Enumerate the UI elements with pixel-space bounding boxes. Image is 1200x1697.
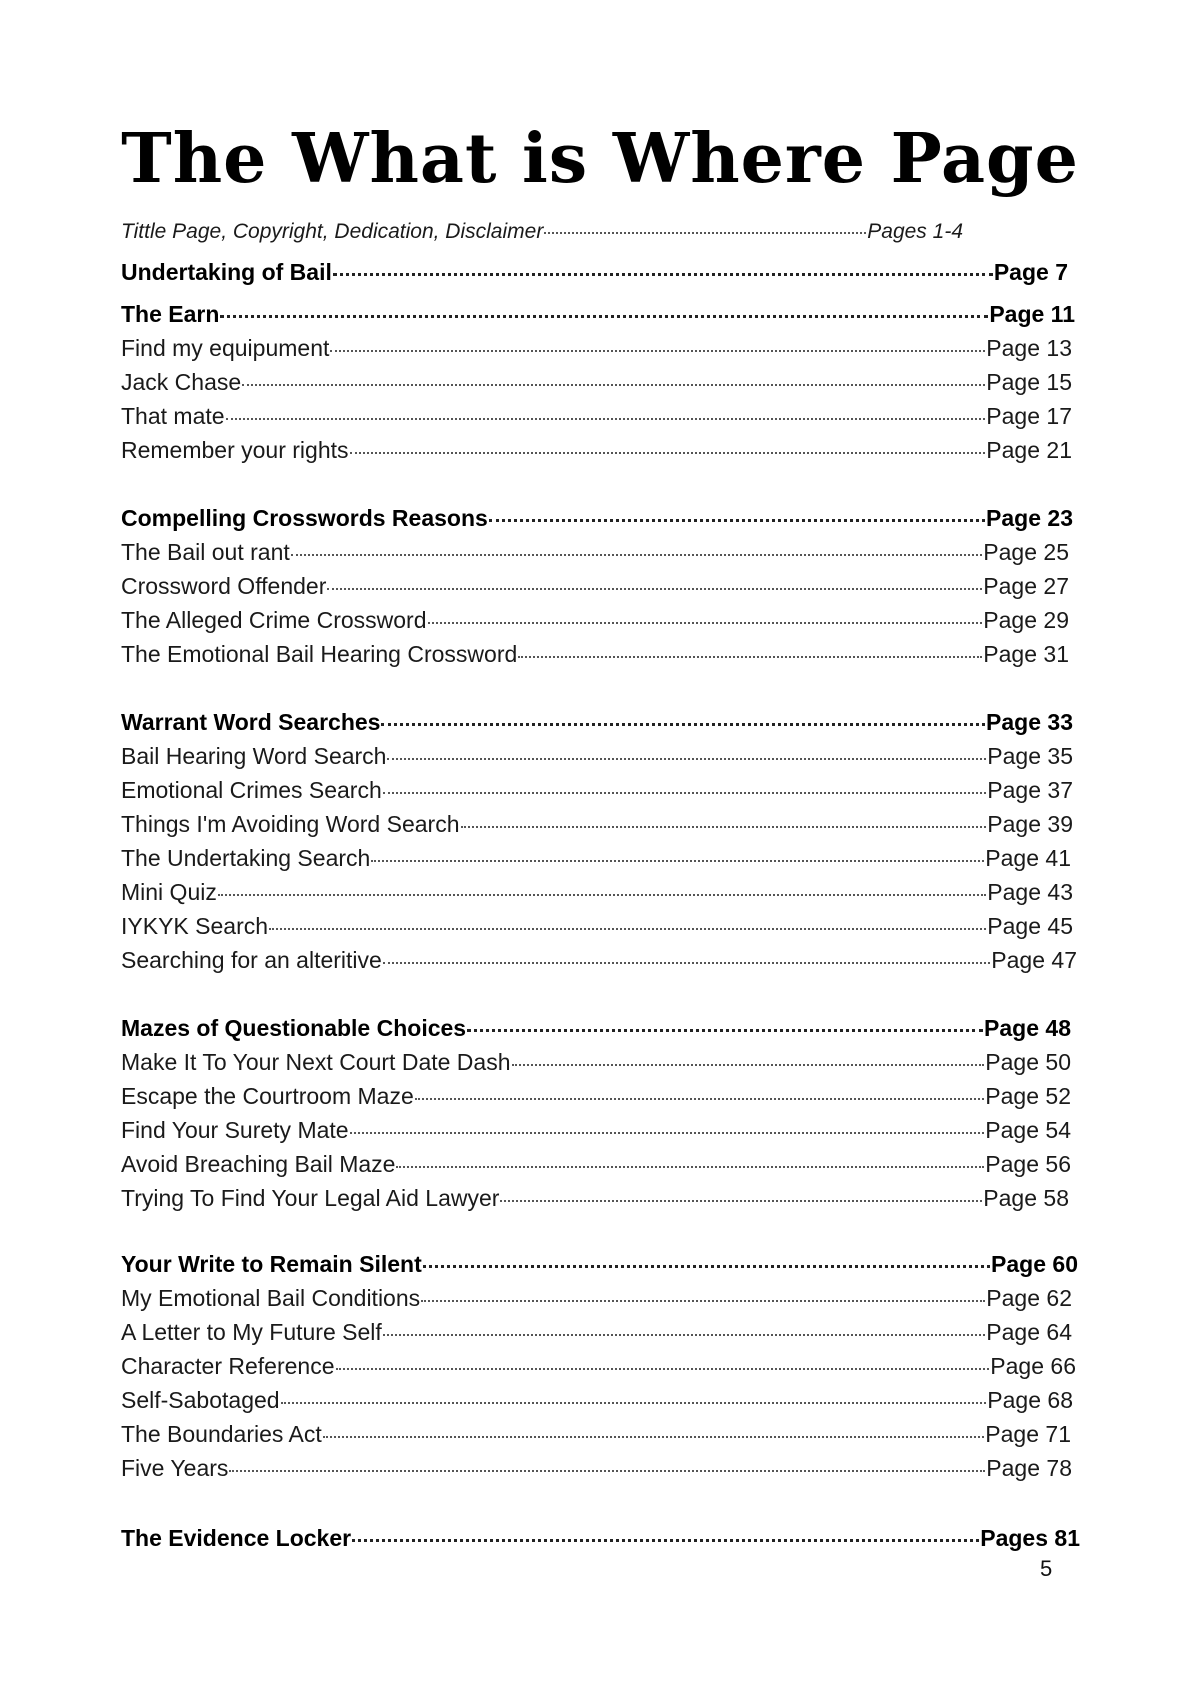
toc-entry-label: Your Write to Remain Silent [121, 1251, 422, 1277]
toc-entry-label: Character Reference [121, 1353, 335, 1379]
toc-entry-page: Page 15 [986, 369, 1072, 395]
dot-leader [428, 622, 983, 624]
dot-leader [396, 1166, 984, 1168]
toc-entry [121, 1318, 1072, 1346]
toc-entry-page: Page 52 [985, 1083, 1071, 1109]
toc-entry-page: Page 29 [983, 607, 1069, 633]
toc-entry-page: Page 60 [991, 1251, 1078, 1277]
dot-leader [383, 792, 987, 794]
dot-leader [383, 962, 990, 964]
toc-entry-page: Page 23 [986, 505, 1073, 531]
toc-entry [121, 776, 1073, 804]
dot-leader [467, 1029, 983, 1032]
dot-leader [229, 1470, 985, 1472]
toc-section-heading [121, 1524, 1080, 1552]
toc-entry-label: Self-Sabotaged [121, 1387, 280, 1413]
dot-leader [323, 1436, 985, 1438]
toc-entry-page: Page 48 [984, 1015, 1071, 1041]
toc-entry-label: My Emotional Bail Conditions [121, 1285, 421, 1311]
dot-leader [352, 1539, 979, 1542]
toc-entry [121, 1082, 1071, 1110]
toc-entry [121, 572, 1069, 600]
toc-entry-page: Page 43 [987, 879, 1073, 905]
toc-entry [121, 368, 1072, 396]
toc-entry [121, 878, 1073, 906]
toc-entry-label: Bail Hearing Word Search [121, 743, 387, 769]
toc-entry-page: Page 58 [983, 1185, 1069, 1211]
toc-section-heading [121, 1250, 1078, 1278]
toc-entry [121, 1284, 1072, 1312]
toc-entry-label: The Undertaking Search [121, 845, 371, 871]
toc-entry [121, 334, 1072, 362]
dot-leader [242, 384, 985, 386]
toc-entry-label: Trying To Find Your Legal Aid Lawyer [121, 1185, 500, 1211]
toc-entry-label: A Letter to My Future Self [121, 1319, 382, 1345]
dot-leader [381, 723, 985, 726]
toc-entry-page: Page 62 [986, 1285, 1072, 1311]
toc-entry-label: The Alleged Crime Crossword [121, 607, 427, 633]
page-number: 5 [1040, 1556, 1053, 1581]
toc-entry-label: Find my equipument [121, 335, 330, 361]
toc-entry-label: Undertaking of Bail [121, 259, 332, 285]
toc-entry [121, 1116, 1071, 1144]
toc-entry [121, 1184, 1069, 1212]
toc-entry-page: Page 27 [983, 573, 1069, 599]
toc-entry-page: Page 17 [986, 403, 1072, 429]
toc-entry-label: Warrant Word Searches [121, 709, 381, 735]
toc-entry-page: Page 31 [983, 641, 1069, 667]
toc-entry-label: Mini Quiz [121, 879, 217, 905]
toc-entry-label: The Bail out rant [121, 539, 290, 565]
toc-entry-page: Page 35 [987, 743, 1073, 769]
toc-entry-label: IYKYK Search [121, 913, 269, 939]
toc-section-heading [121, 258, 1068, 286]
toc-entry-label: That mate [121, 403, 225, 429]
toc-entry-page: Pages 81 [980, 1525, 1080, 1551]
toc-entry-label: The Boundaries Act [121, 1421, 322, 1447]
toc-entry-page: Page 33 [986, 709, 1073, 735]
dot-leader [291, 554, 983, 556]
toc-entry-page: Page 71 [985, 1421, 1071, 1447]
toc-entry-page: Page 39 [987, 811, 1073, 837]
toc-entry [121, 606, 1069, 634]
toc-entry-page: Page 47 [991, 947, 1077, 973]
dot-leader [415, 1098, 985, 1100]
toc-section-heading [121, 504, 1073, 532]
toc-entry-page: Page 56 [985, 1151, 1071, 1177]
toc-entry-label: The Earn [121, 301, 220, 327]
dot-leader [226, 418, 986, 420]
toc-entry-label: The Emotional Bail Hearing Crossword [121, 641, 518, 667]
toc-front-matter [121, 218, 963, 246]
toc-entry-page: Page 25 [983, 539, 1069, 565]
toc-entry-page: Page 78 [986, 1455, 1072, 1481]
toc-entry-page: Page 21 [986, 437, 1072, 463]
toc-entry-page: Pages 1-4 [867, 220, 963, 243]
toc-entry [121, 912, 1073, 940]
dot-leader [383, 1334, 986, 1336]
dot-leader [423, 1265, 990, 1268]
toc-entry-page: Page 68 [987, 1387, 1073, 1413]
toc-entry [121, 1352, 1076, 1380]
toc-entry-label: Crossword Offender [121, 573, 327, 599]
toc-entry-label: Five Years [121, 1455, 229, 1481]
toc-entry [121, 946, 1077, 974]
dot-leader [489, 519, 985, 522]
dot-leader [512, 1064, 985, 1066]
toc-entry-label: Searching for an alteritive [121, 947, 382, 973]
toc-entry-page: Page 50 [985, 1049, 1071, 1075]
toc-entry-page: Page 64 [986, 1319, 1072, 1345]
toc-entry-label: Find Your Surety Mate [121, 1117, 349, 1143]
toc-section-heading [121, 1014, 1071, 1042]
toc-entry-page: Page 66 [990, 1353, 1076, 1379]
dot-leader [330, 350, 985, 352]
toc-entry-label: Mazes of Questionable Choices [121, 1015, 467, 1041]
toc-entry [121, 436, 1072, 464]
dot-leader [371, 860, 984, 862]
toc-entry-page: Page 41 [985, 845, 1071, 871]
dot-leader [387, 758, 986, 760]
dot-leader [336, 1368, 990, 1370]
dot-leader [220, 315, 988, 318]
toc-section-heading [121, 708, 1073, 736]
dot-leader [269, 928, 986, 930]
toc-entry [121, 742, 1073, 770]
dot-leader [281, 1402, 987, 1404]
toc-entry-label: Jack Chase [121, 369, 242, 395]
toc-entry-label: Make It To Your Next Court Date Dash [121, 1049, 511, 1075]
toc-entry-page: Page 13 [986, 335, 1072, 361]
toc-entry [121, 640, 1069, 668]
dot-leader [350, 1132, 985, 1134]
toc-entry-label: Emotional Crimes Search [121, 777, 382, 803]
dot-leader [333, 273, 993, 276]
toc-entry [121, 844, 1071, 872]
toc-entry-page: Page 37 [987, 777, 1073, 803]
toc-entry [121, 538, 1069, 566]
dot-leader [544, 232, 866, 234]
dot-leader [500, 1200, 982, 1202]
toc-entry-label: The Evidence Locker [121, 1525, 352, 1551]
toc-entry-page: Page 54 [985, 1117, 1071, 1143]
dot-leader [327, 588, 982, 590]
toc-entry [121, 1454, 1072, 1482]
toc-entry [121, 1150, 1071, 1178]
toc-section-heading [121, 300, 1075, 328]
page-title: The What is Where Page [121, 119, 1079, 199]
toc-entry [121, 1048, 1071, 1076]
toc-entry-page: Page 7 [993, 259, 1068, 285]
toc-entry-label: Remember your rights [121, 437, 349, 463]
toc-entry [121, 810, 1073, 838]
toc-entry-page: Page 11 [989, 301, 1075, 327]
dot-leader [518, 656, 982, 658]
toc-entry-label: Escape the Courtroom Maze [121, 1083, 414, 1109]
toc-entry [121, 1420, 1071, 1448]
dot-leader [218, 894, 986, 896]
toc-entry-label: Things I'm Avoiding Word Search [121, 811, 460, 837]
toc-entry [121, 402, 1072, 430]
dot-leader [461, 826, 987, 828]
toc-entry-label: Compelling Crosswords Reasons [121, 505, 488, 531]
toc-entry-page: Page 45 [987, 913, 1073, 939]
toc-entry-label: Tittle Page, Copyright, Dedication, Disclaimer [121, 220, 544, 243]
toc-entry-label: Avoid Breaching Bail Maze [121, 1151, 396, 1177]
dot-leader [350, 452, 986, 454]
dot-leader [421, 1300, 985, 1302]
toc-entry [121, 1386, 1073, 1414]
